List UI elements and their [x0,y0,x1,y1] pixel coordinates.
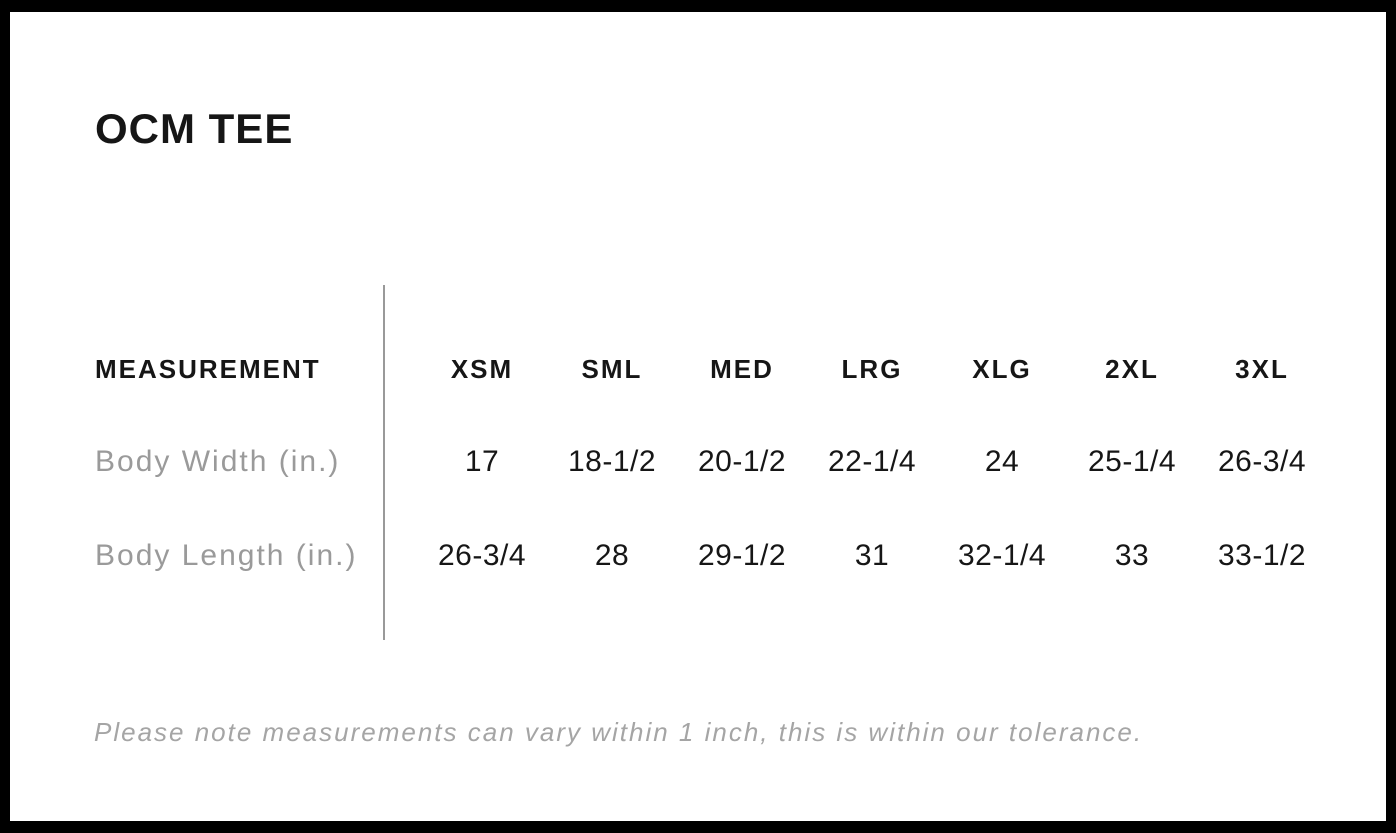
size-header-3xl: 3XL [1235,353,1289,384]
table-cell: 31 [854,539,890,572]
row-label-body-width: Body Width (in.) [95,445,341,478]
table-cell: 33-1/2 [1217,539,1307,572]
measurement-column-header: MEASUREMENT [95,353,321,384]
size-header-xsm: XSM [450,353,514,384]
size-header-2xl: 2XL [1105,353,1159,384]
table-cell: 26-3/4 [437,539,527,572]
size-header-med: MED [710,353,774,384]
tolerance-note: Please note measurements can vary within 1 inch, this is within our tolerance. [94,717,1144,747]
table-cell: 20-1/2 [697,445,787,478]
table-cell: 18-1/2 [567,445,657,478]
table-cell: 28 [594,539,630,572]
table-cell: 24 [984,445,1020,478]
table-cell: 29-1/2 [697,539,787,572]
size-header-lrg: LRG [841,353,903,384]
size-header-sml: SML [581,353,643,384]
page-title: OCM TEE [95,105,294,152]
row-label-body-length: Body Length (in.) [95,539,358,572]
table-cell: 26-3/4 [1217,445,1307,478]
size-chart-table [95,323,1327,603]
table-cell: 32-1/4 [957,539,1047,572]
table-cell: 17 [464,445,500,478]
table-cell: 22-1/4 [827,445,917,478]
size-header-xlg: XLG [972,353,1032,384]
table-cell: 25-1/4 [1087,445,1177,478]
table-cell: 33 [1114,539,1150,572]
